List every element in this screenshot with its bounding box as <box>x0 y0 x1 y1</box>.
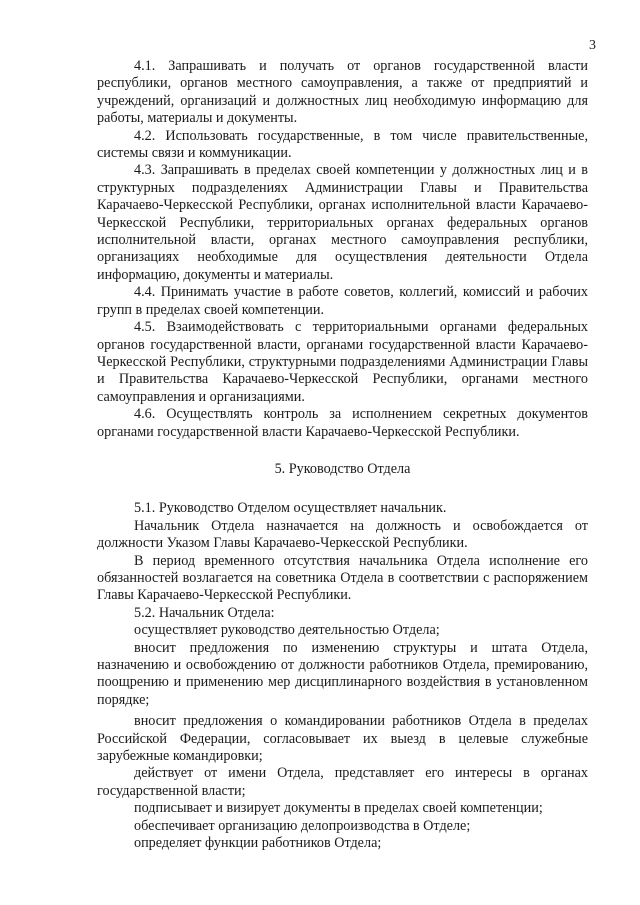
page-number: 3 <box>589 38 596 53</box>
paragraph-4-1: 4.1. Запрашивать и получать от органов государственной власти республики, органов местного самоуправления, а также от предприятий и учреждений, организаций и должностных лиц необходимую информацию для работы, материалы и документы. <box>97 58 588 127</box>
paragraph-4-6: 4.6. Осуществлять контроль за исполнением секретных документов органами государственной власти Карачаево-Черкесской Республики. <box>97 406 588 440</box>
duty-staff-functions: определяет функции работников Отдела; <box>134 835 382 852</box>
paragraph-5-2: 5.2. Начальник Отдела: <box>134 604 275 621</box>
paragraph-temporary-absence: В период временного отсутствия начальника Отдела исполнение его обязанностей возлагается на советника Отдела в соответствии с распоряжением Главы Карачаево-Черкесской Республики. <box>97 552 588 604</box>
document-body <box>97 58 588 852</box>
duty-signing: подписывает и визирует документы в пределах своей компетенции; <box>134 800 543 817</box>
paragraph-4-3: 4.3. Запрашивать в пределах своей компетенции у должностных лиц и в структурных подразделениях Администрации Главы и Правительства Карачаево-Черкесской Республики, органах исполнительной власти Карачаево-Черкесской Республики, территориальных органах федеральных органов исполнительной власти, органах местного самоуправления республики, организациях необходимые для осуществления деятельности Отдела информацию, документы и материалы. <box>97 162 588 283</box>
duty-leadership: осуществляет руководство деятельностью Отдела; <box>134 622 440 639</box>
duty-records-management: обеспечивает организацию делопроизводства в Отделе; <box>134 817 471 834</box>
paragraph-5-1: 5.1. Руководство Отделом осуществляет начальник. <box>134 500 447 517</box>
paragraph-appointment: Начальник Отдела назначается на должность и освобождается от должности Указом Главы Карачаево-Черкесской Республики. <box>97 517 588 552</box>
duty-representation: действует от имени Отдела, представляет его интересы в органах государственной власти; <box>97 765 588 799</box>
paragraph-4-4: 4.4. Принимать участие в работе советов, коллегий, комиссий и рабочих групп в пределах своей компетенции. <box>97 284 588 318</box>
duty-structure-proposals: вносит предложения по изменению структуры и штата Отдела, назначению и освобождению от должности работников Отдела, премированию, поощрению и применению мер дисциплинарного воздействия в установленном порядке; <box>97 639 588 708</box>
paragraph-4-2: 4.2. Использовать государственные, в том числе правительственные, системы связи и коммуникации. <box>97 127 588 162</box>
paragraph-4-5: 4.5. Взаимодействовать с территориальными органами федеральных органов государственной власти, органами государственной власти Карачаево-Черкесской Республики, структурными подразделениями Администрации Главы и Правительства Карачаево-Черкесской Республики, органами местного самоуправления и организациями. <box>97 319 588 405</box>
duty-business-trips: вносит предложения о командировании работников Отдела в пределах Российской Федерации, согласовывает их выезд в целевые служебные зарубежные командировки; <box>97 713 588 765</box>
section-heading: 5. Руководство Отдела <box>274 460 411 477</box>
